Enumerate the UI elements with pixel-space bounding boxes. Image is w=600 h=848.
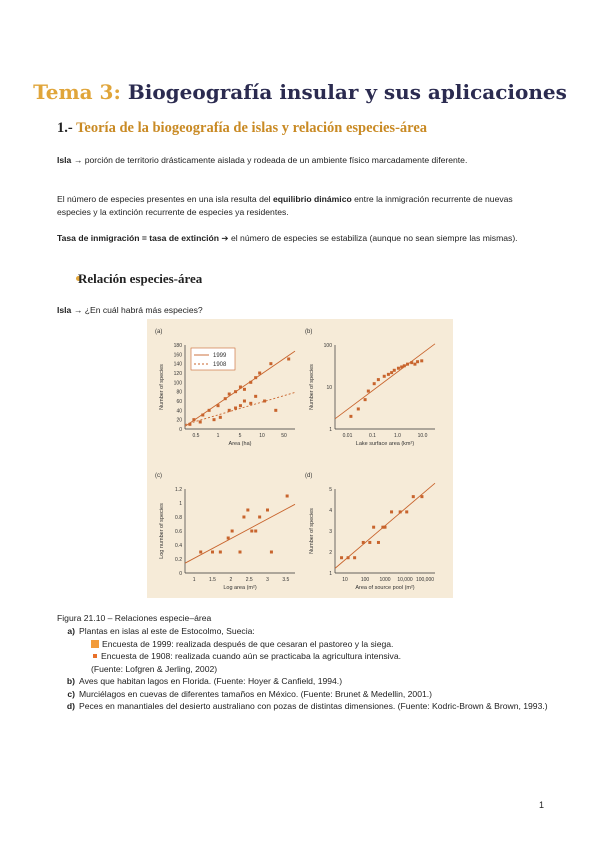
y-tick-label: 0 xyxy=(179,571,182,577)
data-point xyxy=(250,530,253,533)
data-point xyxy=(227,537,230,540)
y-tick-label: 0.8 xyxy=(175,515,182,521)
data-point xyxy=(199,421,202,424)
data-point xyxy=(258,516,261,519)
y-tick-label: 1 xyxy=(329,427,332,433)
data-point xyxy=(406,363,409,366)
data-point xyxy=(254,395,257,398)
x-axis-label: Area (ha) xyxy=(228,441,252,447)
sub-1999-text: Encuesta de 1999: realizada después de que cesaran el pastoreo y la siega. xyxy=(102,638,394,649)
y-tick-label: 180 xyxy=(173,343,182,349)
data-point xyxy=(403,364,406,367)
paragraph-equilibrium xyxy=(57,193,545,219)
y-tick-label: 1 xyxy=(329,571,332,577)
data-point xyxy=(217,404,220,407)
x-tick-label: 1 xyxy=(192,577,196,583)
data-point xyxy=(353,556,356,559)
data-point xyxy=(213,418,216,421)
item-b-text: Aves que habitan lagos en Florida. (Fuente: Hoyer & Canfield, 1994.) xyxy=(79,676,343,686)
x-tick-label: 10.0 xyxy=(417,433,428,439)
paragraph-rates xyxy=(57,232,545,245)
data-point xyxy=(384,526,387,529)
paragraph-question xyxy=(57,304,545,317)
data-point xyxy=(420,359,423,362)
y-tick-label: 60 xyxy=(176,399,182,405)
panel-label: (c) xyxy=(155,473,162,479)
data-point xyxy=(199,551,202,554)
x-tick-label: 100,000 xyxy=(415,577,435,583)
data-point xyxy=(364,398,367,401)
y-tick-label: 0 xyxy=(179,427,182,433)
list-item-c xyxy=(57,688,557,701)
item-a-text: Plantas en islas al este de Estocolmo, Suecia: xyxy=(79,626,255,636)
regression-line xyxy=(185,392,295,424)
data-point xyxy=(410,361,413,364)
y-tick-label: 80 xyxy=(176,389,182,396)
data-point xyxy=(372,526,375,529)
y-axis-label: Number of species xyxy=(309,508,315,554)
rates-text: el número de especies se estabiliza (aunque no sean siempre las mismas). xyxy=(230,233,518,243)
y-tick-label: 1 xyxy=(179,501,182,507)
arrow-icon: ➔ xyxy=(218,233,231,243)
x-tick-label: 10 xyxy=(259,433,265,439)
data-point xyxy=(243,400,246,403)
data-point xyxy=(367,390,370,393)
x-tick-label: 100 xyxy=(360,577,370,583)
marker-b: b) xyxy=(66,676,75,686)
data-point xyxy=(340,556,343,559)
x-tick-label: 5 xyxy=(238,433,242,439)
data-point xyxy=(228,393,231,396)
y-tick-label: 120 xyxy=(173,371,182,377)
data-point xyxy=(269,362,272,365)
data-point xyxy=(397,367,400,370)
data-point xyxy=(377,541,380,544)
data-point xyxy=(239,551,242,554)
data-point xyxy=(383,375,386,378)
x-tick-label: 10 xyxy=(342,577,348,583)
y-tick-label: 3 xyxy=(329,529,332,535)
square-icon xyxy=(91,640,99,648)
data-point xyxy=(243,388,246,391)
list-item-d xyxy=(57,700,557,713)
data-point xyxy=(390,510,393,513)
x-tick-label: 3.5 xyxy=(282,577,290,583)
data-point xyxy=(234,390,237,393)
marker-a: a) xyxy=(67,626,75,636)
paragraph-isla xyxy=(57,154,545,167)
data-point xyxy=(420,495,423,498)
data-point xyxy=(211,551,214,554)
x-tick-label: 3 xyxy=(266,577,269,583)
list-item-a xyxy=(57,625,557,638)
data-point xyxy=(249,381,252,384)
x-tick-label: 2.5 xyxy=(245,577,253,583)
question-text: → ¿En cuál habrá más especies? xyxy=(71,305,203,315)
y-tick-label: 100 xyxy=(323,343,332,349)
data-point xyxy=(234,407,237,410)
data-point xyxy=(228,409,231,412)
data-point xyxy=(254,530,257,533)
data-point xyxy=(400,365,403,368)
regression-line xyxy=(185,504,295,563)
y-axis-label: Number of species xyxy=(159,364,165,410)
panel-label: (d) xyxy=(305,473,313,479)
question-term: Isla xyxy=(57,305,72,315)
x-axis-label: Lake surface area (km²) xyxy=(355,441,415,447)
data-point xyxy=(266,509,269,512)
sub-1908-text: Encuesta de 1908: realizada cuando aún se practicaba la agricultura intensiva. xyxy=(101,651,402,661)
x-axis-label: Log area (m²) xyxy=(223,585,257,591)
y-tick-label: 20 xyxy=(176,417,182,424)
data-point xyxy=(387,373,390,376)
data-point xyxy=(231,530,234,533)
y-tick-label: 10 xyxy=(326,385,332,391)
data-point xyxy=(286,495,289,498)
list-source-a: (Fuente: Lofgren & Jerling, 2002) xyxy=(91,663,218,674)
data-point xyxy=(239,386,242,389)
data-point xyxy=(362,541,365,544)
x-tick-label: 0.5 xyxy=(192,433,200,439)
data-point xyxy=(405,510,408,513)
figure-species-area xyxy=(147,319,453,598)
page-number: 1 xyxy=(538,800,544,810)
title-text: Biogeografía insular y sus aplicaciones xyxy=(127,80,567,104)
data-point xyxy=(412,495,415,498)
figure-svg xyxy=(147,319,453,598)
data-point xyxy=(357,407,360,410)
figure-legend-list xyxy=(57,625,557,713)
data-point xyxy=(347,556,350,559)
data-point xyxy=(349,415,352,418)
x-tick-label: 1.5 xyxy=(209,577,216,583)
data-point xyxy=(224,397,227,400)
y-tick-label: 0.4 xyxy=(175,543,182,549)
data-point xyxy=(201,414,204,417)
legend-label: 1908 xyxy=(213,362,227,368)
data-point xyxy=(258,372,261,375)
data-point xyxy=(399,510,402,513)
eq-term: equilibrio dinámico xyxy=(272,194,352,204)
title-number: Tema 3: xyxy=(33,80,121,104)
y-tick-label: 0.2 xyxy=(175,557,182,563)
x-tick-label: 2 xyxy=(229,577,233,583)
data-point xyxy=(263,400,266,403)
data-point xyxy=(270,551,273,554)
data-point xyxy=(377,378,380,381)
isla-definition: → porción de territorio drásticamente aislada y rodeada de un ambiente físico marcadamente diferente. xyxy=(71,155,468,165)
data-point xyxy=(192,418,195,421)
figure-caption: Figura 21.10 – Relaciones especie–área xyxy=(57,613,212,623)
panel-label: (b) xyxy=(305,329,313,335)
data-point xyxy=(373,382,376,385)
eq-post: entre la inmigración recurrente de nuevas especies y la extinción recurrente de especies ya residentes. xyxy=(57,194,513,217)
legend-label: 1999 xyxy=(213,353,227,359)
data-point xyxy=(287,358,290,361)
list-sub-1908 xyxy=(57,650,557,663)
data-point xyxy=(219,551,222,554)
data-point xyxy=(254,376,257,379)
x-tick-label: 1.0 xyxy=(394,433,401,439)
section-number: 1.- xyxy=(57,120,73,136)
data-point xyxy=(239,404,242,407)
species-area-heading: Relación especies-área xyxy=(78,271,203,286)
y-axis-label: Log number of species xyxy=(159,503,165,559)
panel-label: (a) xyxy=(155,329,163,335)
list-item-b xyxy=(57,675,557,688)
item-d-text: Peces en manantiales del desierto australiano con pozas de distintas dimensiones. (Fuente: Kodric-Brown & Brown, 1993.) xyxy=(79,701,548,711)
data-point xyxy=(208,409,211,412)
x-tick-label: 50 xyxy=(281,433,287,439)
list-sub-1999 xyxy=(57,638,557,651)
y-tick-label: 5 xyxy=(329,487,332,493)
x-tick-label: 1 xyxy=(216,433,220,439)
item-c-text: Murciélagos en cuevas de diferentes tamaños en México. (Fuente: Brunet & Medellin, 2001.) xyxy=(79,688,433,699)
data-point xyxy=(413,363,416,366)
section-heading xyxy=(57,120,427,137)
rates-term: Tasa de inmigración = tasa de extinción xyxy=(57,233,219,243)
data-point xyxy=(368,541,371,544)
marker-d: d) xyxy=(66,701,75,711)
page-title xyxy=(0,80,600,104)
y-axis-label: Number of species xyxy=(309,364,315,410)
data-point xyxy=(188,423,191,426)
section-title: Teoría de la biogeografía de islas y relación especies-área xyxy=(76,120,428,136)
regression-line xyxy=(335,344,435,419)
x-tick-label: 0.01 xyxy=(342,433,353,439)
x-axis-label: Area of source pool (m²) xyxy=(355,585,415,591)
data-point xyxy=(390,371,393,374)
y-tick-label: 2 xyxy=(329,550,332,556)
isla-term: Isla xyxy=(57,155,72,165)
eq-pre: El número de especies presentes en una isla resulta del xyxy=(57,194,273,204)
data-point xyxy=(274,409,277,412)
y-tick-label: 4 xyxy=(329,508,332,514)
data-point xyxy=(249,402,252,405)
dot-icon xyxy=(93,654,97,658)
y-tick-label: 100 xyxy=(173,380,182,387)
x-tick-label: 1000 xyxy=(379,577,391,583)
x-tick-label: 0.1 xyxy=(369,433,376,439)
y-tick-label: 140 xyxy=(173,361,182,368)
data-point xyxy=(246,509,249,512)
marker-c: c) xyxy=(67,688,75,699)
data-point xyxy=(393,369,396,372)
y-tick-label: 160 xyxy=(173,352,182,359)
data-point xyxy=(219,416,222,419)
y-tick-label: 1.2 xyxy=(175,487,182,493)
y-tick-label: 0.6 xyxy=(175,529,182,535)
data-point xyxy=(416,360,419,363)
y-tick-label: 40 xyxy=(176,408,182,415)
data-point xyxy=(242,516,245,519)
x-tick-label: 10,000 xyxy=(397,577,413,583)
